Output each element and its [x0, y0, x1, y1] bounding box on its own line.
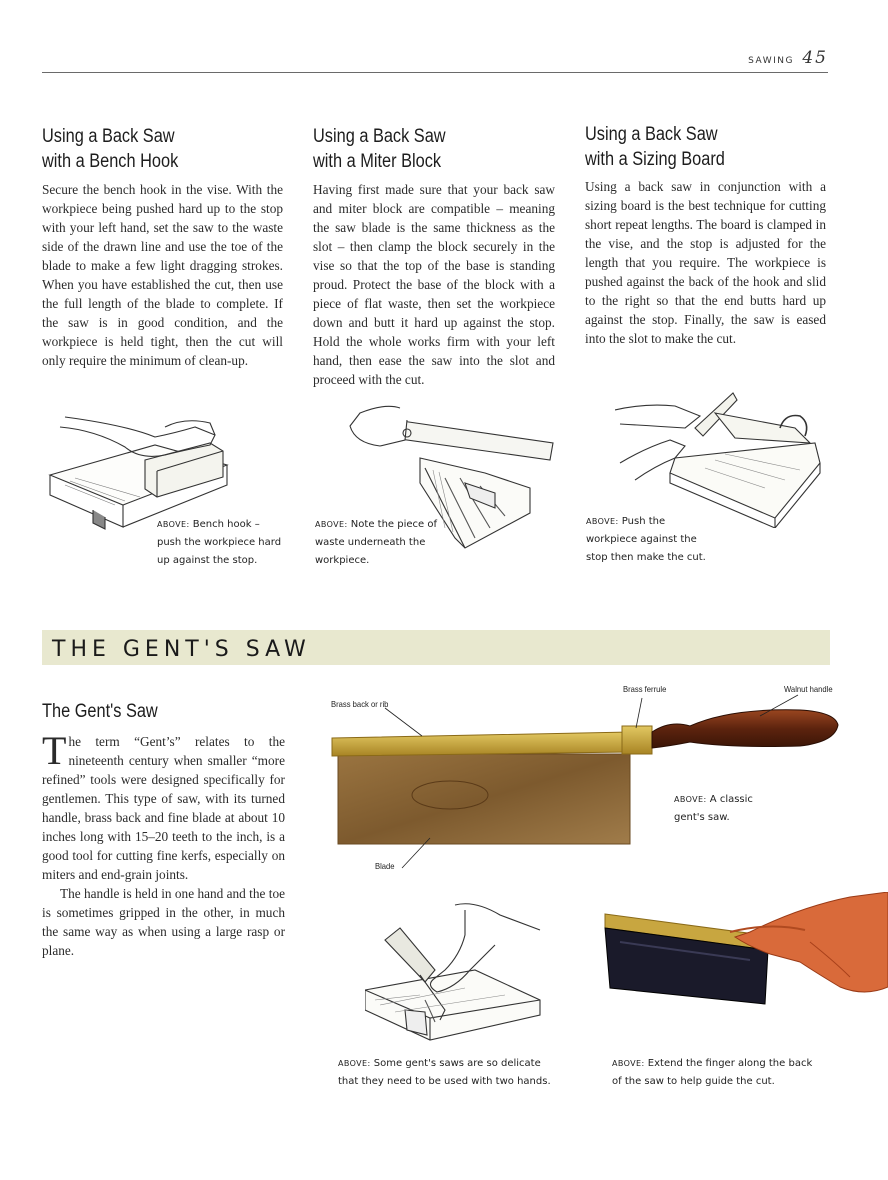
gents-saw-text — [42, 728, 285, 960]
gents-saw-photo — [330, 690, 850, 870]
label-brass-back: Brass back or rib — [331, 699, 389, 709]
drop-cap: T — [42, 728, 67, 773]
section-banner-title: THE GENT'S SAW — [52, 637, 311, 662]
label-brass-ferrule: Brass ferrule — [623, 684, 667, 694]
finger-guide-photo — [600, 892, 888, 1012]
miter-block-caption: ABOVE: Note the piece of waste underneath the workpiece. — [315, 519, 437, 566]
gents-saw-caption: ABOVE: A classic gent's saw. — [674, 794, 753, 823]
bench-hook-text: Secure the bench hook in the vise. With the workpiece being pushed hard up to the stop with your left hand, set the saw to the waste side of the drawn line and use the toe of the blade to make a few light dragging strokes. When you have established the cut, then use the full length of the blade to complete. If the saw is in good condition, and the workpiece is held tight, then the cut will only require the minimum of clean-up. — [42, 182, 283, 368]
two-hands-caption: ABOVE: Some gent's saws are so delicate that they need to be used with two hands. — [338, 1058, 551, 1087]
gents-para-1: The term “Gent’s” relates to the nineteenth century when smaller “more refined” tools were designed specifically for gentlemen. This type of saw, with its turned handle, brass back and fine blade at about 10 inches long with 15–20 teeth to the inch, is a good tool for cutting fine kerfs, especially on miters and end-grain joints. — [42, 728, 285, 882]
gents-para-2: The handle is held in one hand and the toe is sometimes gripped in the other, in much the same way as when using a large rasp or plane. — [42, 886, 285, 958]
section-name: SAWING — [748, 56, 794, 66]
two-hands-illustration — [365, 900, 545, 1045]
label-walnut-handle: Walnut handle — [784, 684, 833, 694]
bench-hook-caption: ABOVE: Bench hook – push the workpiece hard up against the stop. — [157, 519, 282, 566]
sizing-board-caption: ABOVE: Push the workpiece against the stop then make the cut. — [586, 516, 706, 563]
running-header — [748, 48, 828, 68]
page-number: 45 — [802, 48, 828, 68]
miter-block-title: Using a Back Saw with a Miter Block — [313, 126, 446, 172]
label-blade: Blade — [375, 861, 395, 871]
gents-saw-title: The Gent's Saw — [42, 701, 158, 722]
header-rule — [42, 72, 828, 73]
sizing-board-text: Using a back saw in conjunction with a sizing board is the best technique for cutting short repeat lengths. The board is clamped in the vise, and the stop is adjusted for the length that you require. The workpiece is pushed against the back of the hook and slid to the right so that the end butts hard up against the stop. Finally, the saw is eased into the slot to make the cut. — [585, 179, 826, 346]
sizing-board-illustration — [615, 388, 830, 528]
miter-block-text: Having first made sure that your back saw and miter block are compatible – meaning the saw blade is the same thickness as the slot – then clamp the block securely in the vise so that the top of the base is standing proud. Protect the base of the block with a piece of flat waste, then set the workpiece down and butt it hard up against the stop. Hold the whole works firm with your left hand, then ease the saw into the slot and proceed with the cut. — [313, 182, 555, 387]
finger-guide-caption: ABOVE: Extend the finger along the back of the saw to help guide the cut. — [612, 1058, 813, 1087]
bench-hook-title: Using a Back Saw with a Bench Hook — [42, 126, 179, 172]
sizing-board-title: Using a Back Saw with a Sizing Board — [585, 124, 725, 170]
